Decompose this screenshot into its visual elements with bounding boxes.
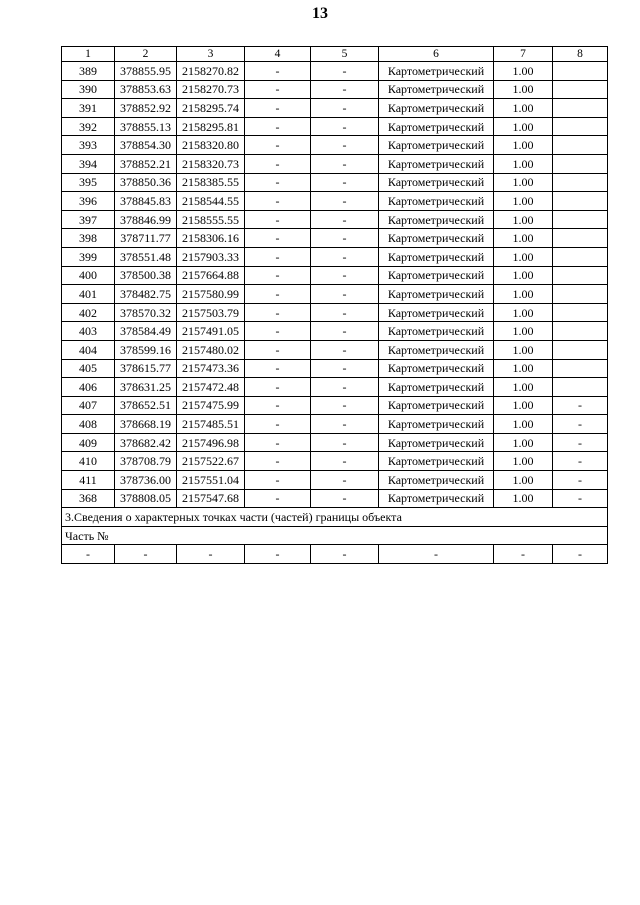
table-cell: - (245, 99, 311, 118)
table-cell: Картометрический (379, 192, 494, 211)
table-cell: 1.00 (494, 210, 553, 229)
table-cell: 397 (62, 210, 115, 229)
table-row (62, 210, 608, 229)
table-cell: 2157475.99 (177, 396, 245, 415)
table-row (62, 415, 608, 434)
table-cell (553, 154, 608, 173)
table-cell: 2157496.98 (177, 433, 245, 452)
table-cell: - (311, 192, 379, 211)
table-cell: - (115, 545, 177, 564)
part-label-row (62, 526, 608, 545)
table-cell: 1.00 (494, 433, 553, 452)
table-cell: 378708.79 (115, 452, 177, 471)
table-row (62, 266, 608, 285)
table-cell: 378855.13 (115, 117, 177, 136)
table-cell: - (311, 99, 379, 118)
table-cell: 378808.05 (115, 489, 177, 508)
table-cell: 2157485.51 (177, 415, 245, 434)
table-cell: 378682.42 (115, 433, 177, 452)
table-cell: - (245, 266, 311, 285)
table-cell (553, 117, 608, 136)
table-cell: - (311, 489, 379, 508)
header-cell: 1 (62, 47, 115, 62)
table-cell: - (553, 415, 608, 434)
table-body (62, 47, 608, 564)
table-cell: 2157580.99 (177, 285, 245, 304)
table-cell: 411 (62, 471, 115, 490)
table-row (62, 303, 608, 322)
table-cell: 1.00 (494, 452, 553, 471)
table-cell: - (311, 415, 379, 434)
table-cell: 2157503.79 (177, 303, 245, 322)
table-cell: - (245, 192, 311, 211)
table-cell: 2158555.55 (177, 210, 245, 229)
table-cell: - (311, 396, 379, 415)
table-cell: 395 (62, 173, 115, 192)
table-row (62, 545, 608, 564)
table-cell: 378500.38 (115, 266, 177, 285)
table-cell: 1.00 (494, 359, 553, 378)
table-cell: - (311, 340, 379, 359)
header-row (62, 47, 608, 62)
table-cell (553, 322, 608, 341)
table-cell: 404 (62, 340, 115, 359)
table-row (62, 99, 608, 118)
table-row (62, 173, 608, 192)
table-cell: 378631.25 (115, 378, 177, 397)
table-cell: - (245, 117, 311, 136)
table-cell: 1.00 (494, 154, 553, 173)
table-cell: 2157547.68 (177, 489, 245, 508)
header-cell: 3 (177, 47, 245, 62)
table-row (62, 285, 608, 304)
table-cell (553, 247, 608, 266)
table-row (62, 154, 608, 173)
table-cell (553, 62, 608, 81)
table-row (62, 136, 608, 155)
table-cell: - (245, 322, 311, 341)
table-cell: - (311, 433, 379, 452)
table-cell: 2158270.82 (177, 62, 245, 81)
table-cell: 1.00 (494, 99, 553, 118)
table-cell (553, 173, 608, 192)
table-cell: - (311, 285, 379, 304)
table-cell: 378615.77 (115, 359, 177, 378)
table-cell: - (245, 396, 311, 415)
table-cell: - (553, 545, 608, 564)
table-cell: 2157491.05 (177, 322, 245, 341)
table-cell: 2158295.81 (177, 117, 245, 136)
table-cell: 390 (62, 80, 115, 99)
table-cell: - (311, 80, 379, 99)
table-cell: 378736.00 (115, 471, 177, 490)
table-cell: Картометрический (379, 452, 494, 471)
table-cell: Картометрический (379, 415, 494, 434)
table-cell: 378850.36 (115, 173, 177, 192)
table-cell: 1.00 (494, 396, 553, 415)
table-cell: 2157480.02 (177, 340, 245, 359)
table-row (62, 247, 608, 266)
table-cell: - (245, 285, 311, 304)
table-cell: 1.00 (494, 136, 553, 155)
coordinates-table (61, 46, 608, 564)
table-cell: 1.00 (494, 266, 553, 285)
table-cell: - (245, 489, 311, 508)
table-row (62, 117, 608, 136)
section-title: 3.Сведения о характерных точках части (частей) границы объекта (62, 508, 608, 527)
table-cell: 1.00 (494, 303, 553, 322)
table-cell: 409 (62, 433, 115, 452)
table-cell: 2158320.80 (177, 136, 245, 155)
table-cell: - (245, 136, 311, 155)
table-cell: Картометрический (379, 359, 494, 378)
table-row (62, 359, 608, 378)
header-cell: 7 (494, 47, 553, 62)
table-cell: 398 (62, 229, 115, 248)
table-cell: 378570.32 (115, 303, 177, 322)
table-cell: Картометрический (379, 80, 494, 99)
table-cell: - (311, 266, 379, 285)
table-cell: 2158544.55 (177, 192, 245, 211)
table-cell: - (553, 489, 608, 508)
table-cell: - (311, 545, 379, 564)
table-cell: - (553, 396, 608, 415)
table-cell: 1.00 (494, 489, 553, 508)
table-cell: - (245, 229, 311, 248)
table-cell: - (311, 229, 379, 248)
table-cell: - (245, 173, 311, 192)
table-cell: - (62, 545, 115, 564)
table-cell: - (311, 378, 379, 397)
header-cell: 8 (553, 47, 608, 62)
table-cell (553, 303, 608, 322)
table-cell: 378551.48 (115, 247, 177, 266)
table-cell: - (311, 303, 379, 322)
table-cell (553, 136, 608, 155)
table-cell: - (177, 545, 245, 564)
table-cell: 378852.92 (115, 99, 177, 118)
table-row (62, 192, 608, 211)
table-cell: - (245, 62, 311, 81)
table-cell: 1.00 (494, 322, 553, 341)
table-cell: Картометрический (379, 378, 494, 397)
table-cell: - (245, 303, 311, 322)
table-row (62, 62, 608, 81)
table-cell: Картометрический (379, 136, 494, 155)
header-cell: 4 (245, 47, 311, 62)
table-cell: 1.00 (494, 415, 553, 434)
table-cell: 2158270.73 (177, 80, 245, 99)
table-cell: - (311, 117, 379, 136)
table-cell (553, 378, 608, 397)
table-cell: 1.00 (494, 173, 553, 192)
table-cell: 392 (62, 117, 115, 136)
table-cell: 407 (62, 396, 115, 415)
table-cell: 396 (62, 192, 115, 211)
table-cell: 378854.30 (115, 136, 177, 155)
table-cell: 391 (62, 99, 115, 118)
table-cell: 378846.99 (115, 210, 177, 229)
table-cell: 1.00 (494, 247, 553, 266)
table-cell: 2157903.33 (177, 247, 245, 266)
table-cell: 378853.63 (115, 80, 177, 99)
table-cell: 1.00 (494, 471, 553, 490)
table-cell: - (311, 173, 379, 192)
table-cell: 2157472.48 (177, 378, 245, 397)
table-row (62, 378, 608, 397)
table-row (62, 452, 608, 471)
table-cell: 1.00 (494, 80, 553, 99)
table-cell: Картометрический (379, 340, 494, 359)
table-cell: Картометрический (379, 322, 494, 341)
table-cell: - (245, 247, 311, 266)
table-cell: 2157473.36 (177, 359, 245, 378)
table-cell: 389 (62, 62, 115, 81)
page-number: 13 (312, 5, 328, 22)
table-cell: 2157522.67 (177, 452, 245, 471)
table-cell: - (245, 80, 311, 99)
table-cell: Картометрический (379, 471, 494, 490)
table-cell: Картометрический (379, 62, 494, 81)
table-cell: Картометрический (379, 303, 494, 322)
table-cell: - (245, 359, 311, 378)
table-cell: 402 (62, 303, 115, 322)
table-cell: 378584.49 (115, 322, 177, 341)
table-row (62, 340, 608, 359)
table-cell: 378711.77 (115, 229, 177, 248)
header-cell: 5 (311, 47, 379, 62)
table-cell: Картометрический (379, 229, 494, 248)
header-cell: 2 (115, 47, 177, 62)
table-cell: - (245, 378, 311, 397)
table-cell: 1.00 (494, 192, 553, 211)
table-cell: 400 (62, 266, 115, 285)
table-cell: 406 (62, 378, 115, 397)
table-cell: - (311, 62, 379, 81)
table-cell: Картометрический (379, 489, 494, 508)
table-cell: Картометрический (379, 117, 494, 136)
table-cell: 378855.95 (115, 62, 177, 81)
table-cell: 1.00 (494, 62, 553, 81)
table-cell (553, 80, 608, 99)
table-cell: - (245, 415, 311, 434)
table-cell: Картометрический (379, 247, 494, 266)
table-cell (553, 285, 608, 304)
table-cell: 401 (62, 285, 115, 304)
table-cell: - (245, 452, 311, 471)
table-cell: - (245, 545, 311, 564)
table-cell: 1.00 (494, 117, 553, 136)
table-row (62, 471, 608, 490)
table-cell: 1.00 (494, 378, 553, 397)
table-row (62, 322, 608, 341)
table-cell: - (311, 154, 379, 173)
table-cell (553, 192, 608, 211)
table-cell: Картометрический (379, 433, 494, 452)
table-cell: - (245, 433, 311, 452)
table-cell: 1.00 (494, 340, 553, 359)
table-cell: - (245, 154, 311, 173)
table-cell: 2157664.88 (177, 266, 245, 285)
table-cell: - (245, 340, 311, 359)
table-cell: 410 (62, 452, 115, 471)
table-cell: - (553, 452, 608, 471)
table-cell: 2158295.74 (177, 99, 245, 118)
table-row (62, 433, 608, 452)
table-cell (553, 229, 608, 248)
table-cell (553, 210, 608, 229)
table-cell: 368 (62, 489, 115, 508)
table-cell: Картометрический (379, 173, 494, 192)
table-cell: 2158306.16 (177, 229, 245, 248)
table-cell: Картометрический (379, 154, 494, 173)
table-cell: 2158320.73 (177, 154, 245, 173)
header-cell: 6 (379, 47, 494, 62)
table-cell: 2157551.04 (177, 471, 245, 490)
table-cell: Картометрический (379, 99, 494, 118)
table-cell: 399 (62, 247, 115, 266)
table-cell: - (311, 471, 379, 490)
table-cell (553, 99, 608, 118)
table-cell: Картометрический (379, 266, 494, 285)
table-cell: - (553, 471, 608, 490)
table-cell: - (494, 545, 553, 564)
table-row (62, 396, 608, 415)
table-cell: - (311, 210, 379, 229)
table-cell: - (245, 471, 311, 490)
table-cell: 1.00 (494, 285, 553, 304)
table-cell: 378845.83 (115, 192, 177, 211)
table-cell (553, 340, 608, 359)
table-cell: - (311, 136, 379, 155)
table-cell: Картометрический (379, 285, 494, 304)
table-row (62, 80, 608, 99)
table-cell: 378599.16 (115, 340, 177, 359)
table-cell: 393 (62, 136, 115, 155)
table-cell (553, 359, 608, 378)
table-cell (553, 266, 608, 285)
table-cell: 1.00 (494, 229, 553, 248)
table-cell: 403 (62, 322, 115, 341)
part-label: Часть № (62, 526, 608, 545)
table-cell: 2158385.55 (177, 173, 245, 192)
table-cell: 378482.75 (115, 285, 177, 304)
table-cell: 378852.21 (115, 154, 177, 173)
table-cell: 405 (62, 359, 115, 378)
table-cell: - (553, 433, 608, 452)
table-cell: - (311, 322, 379, 341)
table-cell: 394 (62, 154, 115, 173)
table-row (62, 489, 608, 508)
table-cell: - (245, 210, 311, 229)
table-cell: Картометрический (379, 210, 494, 229)
table-cell: - (311, 359, 379, 378)
table-cell: - (311, 247, 379, 266)
table-cell: - (379, 545, 494, 564)
table-cell: 408 (62, 415, 115, 434)
table-cell: Картометрический (379, 396, 494, 415)
table-cell: 378652.51 (115, 396, 177, 415)
table-row (62, 229, 608, 248)
table-cell: - (311, 452, 379, 471)
section-title-row (62, 508, 608, 527)
table-cell: 378668.19 (115, 415, 177, 434)
